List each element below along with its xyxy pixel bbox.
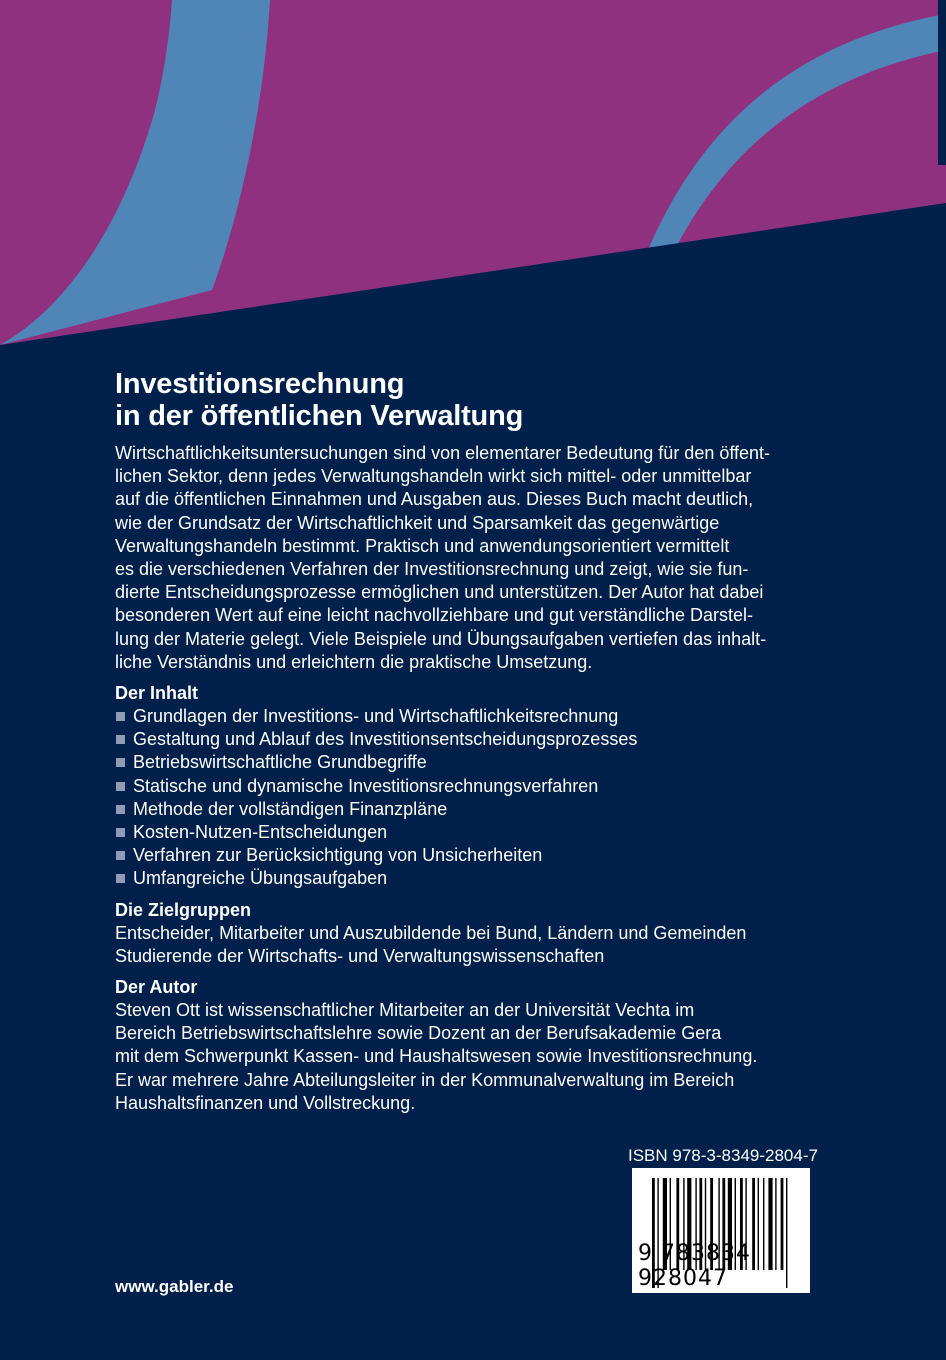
description xyxy=(115,442,875,674)
text-line: es die verschiedenen Verfahren der Investitionsrechnung und zeigt, wie sie fun- xyxy=(115,559,749,580)
contents-item xyxy=(115,728,875,751)
author-heading: Der Autor xyxy=(115,977,198,998)
contents-item-label: Verfahren zur Berücksichtigung von Unsicherheiten xyxy=(133,845,543,866)
barcode-number: 9 783834 928047 xyxy=(638,1241,751,1291)
spine-edge xyxy=(938,0,946,165)
contents-item xyxy=(115,798,875,821)
text-line: dierte Entscheidungsprozesse ermöglichen und unterstützen. Der Autor hat dabei xyxy=(115,582,764,603)
contents-item-label: Methode der vollständigen Finanzpläne xyxy=(133,798,448,819)
square-bullet-icon xyxy=(116,805,125,814)
text-line: besonderen Wert auf eine leicht nachvollziehbare und gut verständliche Darstel- xyxy=(115,605,754,626)
square-bullet-icon xyxy=(116,758,125,767)
text-line: Studierende der Wirtschafts- und Verwaltungswissenschaften xyxy=(115,945,605,966)
text-line: lung der Materie gelegt. Viele Beispiele und Übungsaufgaben vertiefen das inhalt- xyxy=(115,628,767,649)
text-line: Haushaltsfinanzen und Vollstreckung. xyxy=(115,1092,416,1113)
square-bullet-icon xyxy=(116,782,125,791)
contents-item-label: Kosten-Nutzen-Entscheidungen xyxy=(133,822,388,843)
title-line: in der öffentlichen Verwaltung xyxy=(115,400,524,432)
audience-heading: Die Zielgruppen xyxy=(115,899,252,920)
square-bullet-icon xyxy=(116,712,125,721)
contents-item xyxy=(115,705,875,728)
text-line: Verwaltungshandeln bestimmt. Praktisch und anwendungsorientiert vermittelt xyxy=(115,535,730,556)
text-line: auf die öffentlichen Einnahmen und Ausgaben aus. Dieses Buch macht deutlich, xyxy=(115,489,754,510)
text-line: lichen Sektor, denn jedes Verwaltungshandeln wirkt sich mittel- oder unmittelbar xyxy=(115,466,752,487)
audience-text xyxy=(115,922,875,968)
text-line: mit dem Schwerpunkt Kassen- und Haushaltswesen sowie Investitionsrechnung. xyxy=(115,1046,758,1067)
barcode xyxy=(632,1168,810,1293)
text-line: Wirtschaftlichkeitsuntersuchungen sind von elementarer Bedeutung für den öffent- xyxy=(115,443,771,463)
square-bullet-icon xyxy=(116,735,125,744)
text-line: Steven Ott ist wissenschaftlicher Mitarbeiter an der Universität Vechta im xyxy=(115,1000,695,1021)
book-title xyxy=(115,368,875,432)
text-line: Bereich Betriebswirtschaftslehre sowie Dozent an der Berufsakademie Gera xyxy=(115,1023,722,1044)
contents-item-label: Grundlagen der Investitions- und Wirtschaftlichkeitsrechnung xyxy=(133,706,619,727)
square-bullet-icon xyxy=(116,874,125,883)
text-line: wie der Grundsatz der Wirtschaftlichkeit und Sparsamkeit das gegenwärtige xyxy=(115,512,720,533)
contents-item-label: Betriebswirtschaftliche Grundbegriffe xyxy=(133,752,427,773)
text-line: Entscheider, Mitarbeiter und Auszubildende bei Bund, Ländern und Gemeinden xyxy=(115,922,747,943)
text-line: liche Verständnis und erleichtern die praktische Umsetzung. xyxy=(115,651,593,672)
back-cover-text xyxy=(115,368,875,1115)
contents-item-label: Umfangreiche Übungsaufgaben xyxy=(133,868,388,889)
title-line: Investitionsrechnung xyxy=(115,368,405,400)
publisher-website[interactable]: www.gabler.de xyxy=(115,1277,234,1296)
contents-heading: Der Inhalt xyxy=(115,683,199,704)
cover-graphic xyxy=(0,0,946,360)
contents-list xyxy=(115,705,875,891)
contents-item xyxy=(115,844,875,867)
text-line: Er war mehrere Jahre Abteilungsleiter in der Kommunalverwaltung im Bereich xyxy=(115,1069,735,1090)
square-bullet-icon xyxy=(116,851,125,860)
contents-item xyxy=(115,821,875,844)
author-text xyxy=(115,999,875,1115)
contents-item-label: Gestaltung und Ablauf des Investitionsentscheidungsprozesses xyxy=(133,729,638,750)
square-bullet-icon xyxy=(116,828,125,837)
contents-item xyxy=(115,775,875,798)
isbn-label: ISBN 978-3-8349-2804-7 xyxy=(628,1146,818,1165)
contents-item xyxy=(115,751,875,774)
contents-item xyxy=(115,867,875,890)
contents-item-label: Statische und dynamische Investitionsrechnungsverfahren xyxy=(133,775,599,796)
